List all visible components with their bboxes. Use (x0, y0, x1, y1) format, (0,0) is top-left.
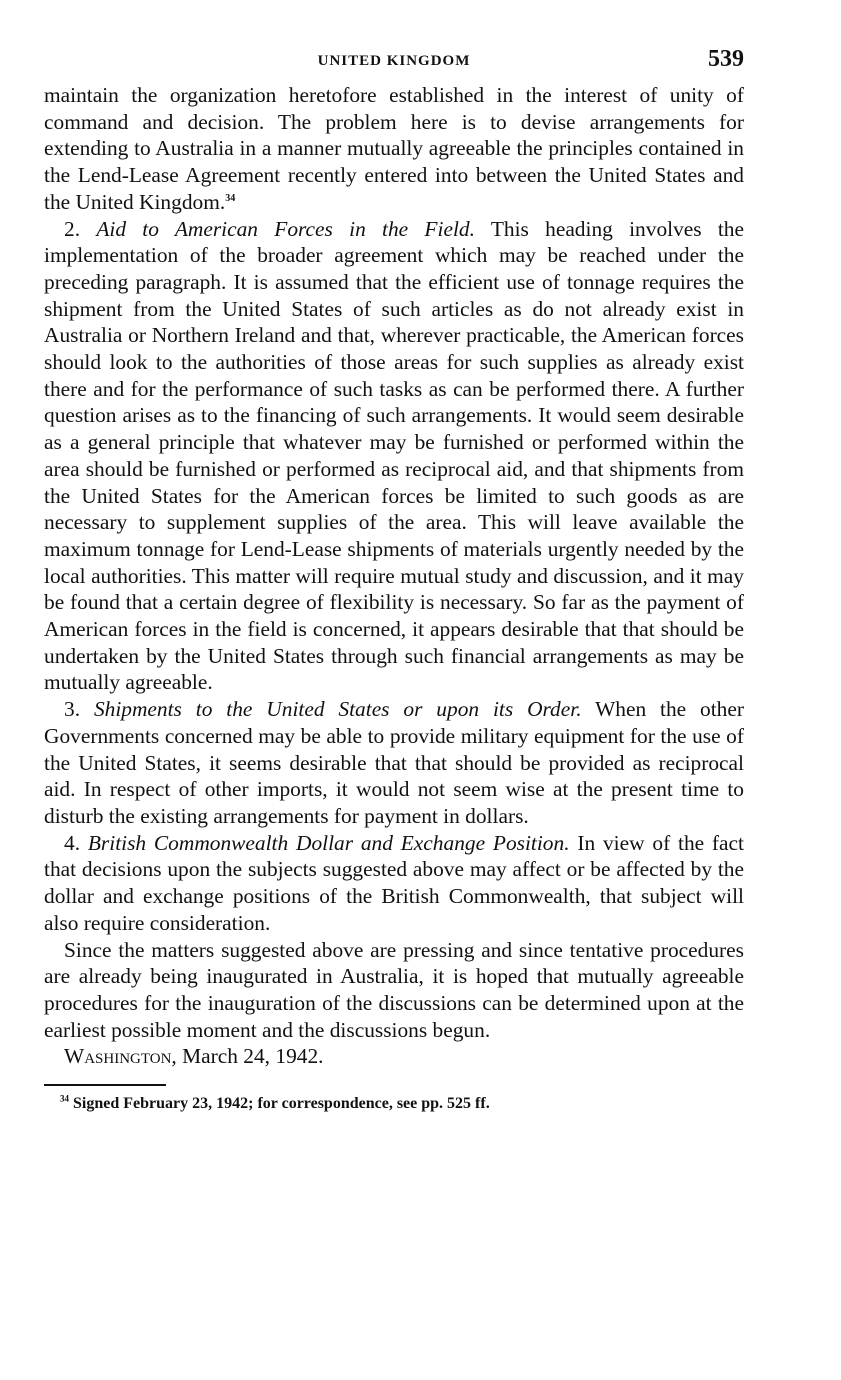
paragraph-shipments-to-united-states (44, 696, 744, 830)
paragraph-number: 4. (64, 830, 81, 855)
document-page (44, 0, 744, 1114)
footnote-text: Signed February 23, 1942; for correspondence, see pp. 525 ff. (73, 1095, 490, 1113)
paragraph-aid-to-american-forces (44, 216, 744, 697)
dateline (44, 1043, 744, 1070)
footnote-separator-rule (44, 1084, 166, 1086)
paragraph-text: maintain the organization heretofore established in the interest of unity of command and decision. The problem here is to devise arrangements for extending to Australia in a manner mutually agreeable the principles contained in the Lend-Lease Agreement recently entered into between the United States and the United Kingdom. (44, 83, 744, 214)
body-text (44, 82, 744, 1070)
paragraph-heading: Aid to American Forces in the Field. (96, 216, 475, 241)
paragraph-heading: Shipments to the United States or upon its Order. (93, 697, 582, 722)
paragraph-text: Since the matters suggested above are pressing and since tentative procedures are already being inaugurated in Australia, it is hoped that mutually agreeable procedures for the inauguration of the discussions can be determined upon at the earliest possible moment and the discussions begun. (44, 937, 744, 1042)
paragraph-heading: British Commonwealth Dollar and Exchange Position. (87, 830, 570, 855)
paragraph-text: When the other Governments concerned may be able to provide military equipment for the use of the United States, it seems desirable that that should be provided as reciprocal aid. In respect of other imports, it would not seem wise at the present time to disturb the existing arrangements for payment in dollars. (44, 697, 744, 828)
running-title: UNITED KINGDOM (317, 53, 471, 69)
footnote (60, 1094, 744, 1114)
dateline-place: Washington (64, 1044, 172, 1069)
footnote-reference: 34 (225, 192, 236, 204)
page-number: 539 (708, 46, 744, 72)
paragraph-british-commonwealth-dollar (44, 830, 744, 937)
paragraph-continuation (44, 82, 744, 216)
paragraph-number: 3. (64, 697, 81, 722)
running-header (44, 0, 744, 82)
footnote-marker: 34 (60, 1093, 69, 1104)
paragraph-text: This heading involves the implementation of the broader agreement which may be reached under the preceding paragraph. It is assumed that the efficient use of tonnage requires the shipment from the United States of such articles as do not already exist in Australia or Northern Ireland and that, wherever practicable, the American forces should look to the authorities of those areas for such supplies as already exist there and for the performance of such tasks as can be performed there. A further question arises as to the financing of such arrangements. It would seem desirable as a general principle that whatever may be furnished or performed within the area should be furnished or performed as reciprocal aid, and that shipments from the United States for the American forces be limited to such goods as are necessary to supplement supplies of the area. This will leave available the maximum tonnage for Lend-Lease shipments of materials urgently needed by the local authorities. This matter will require mutual study and discussion, and it may be found that a certain degree of flexibility is necessary. So far as the payment of American forces in the field is concerned, it appears desirable that that should be undertaken by the United States through such financial arrangements as may be mutually agreeable. (44, 216, 744, 695)
paragraph-number: 2. (64, 216, 81, 241)
paragraph-text: In view of the fact that decisions upon the subjects suggested above may affect or be affected by the dollar and exchange positions of the British Commonwealth, that subject will also require consideration. (44, 830, 744, 935)
paragraph-closing (44, 937, 744, 1044)
dateline-date: , March 24, 1942. (171, 1044, 324, 1069)
